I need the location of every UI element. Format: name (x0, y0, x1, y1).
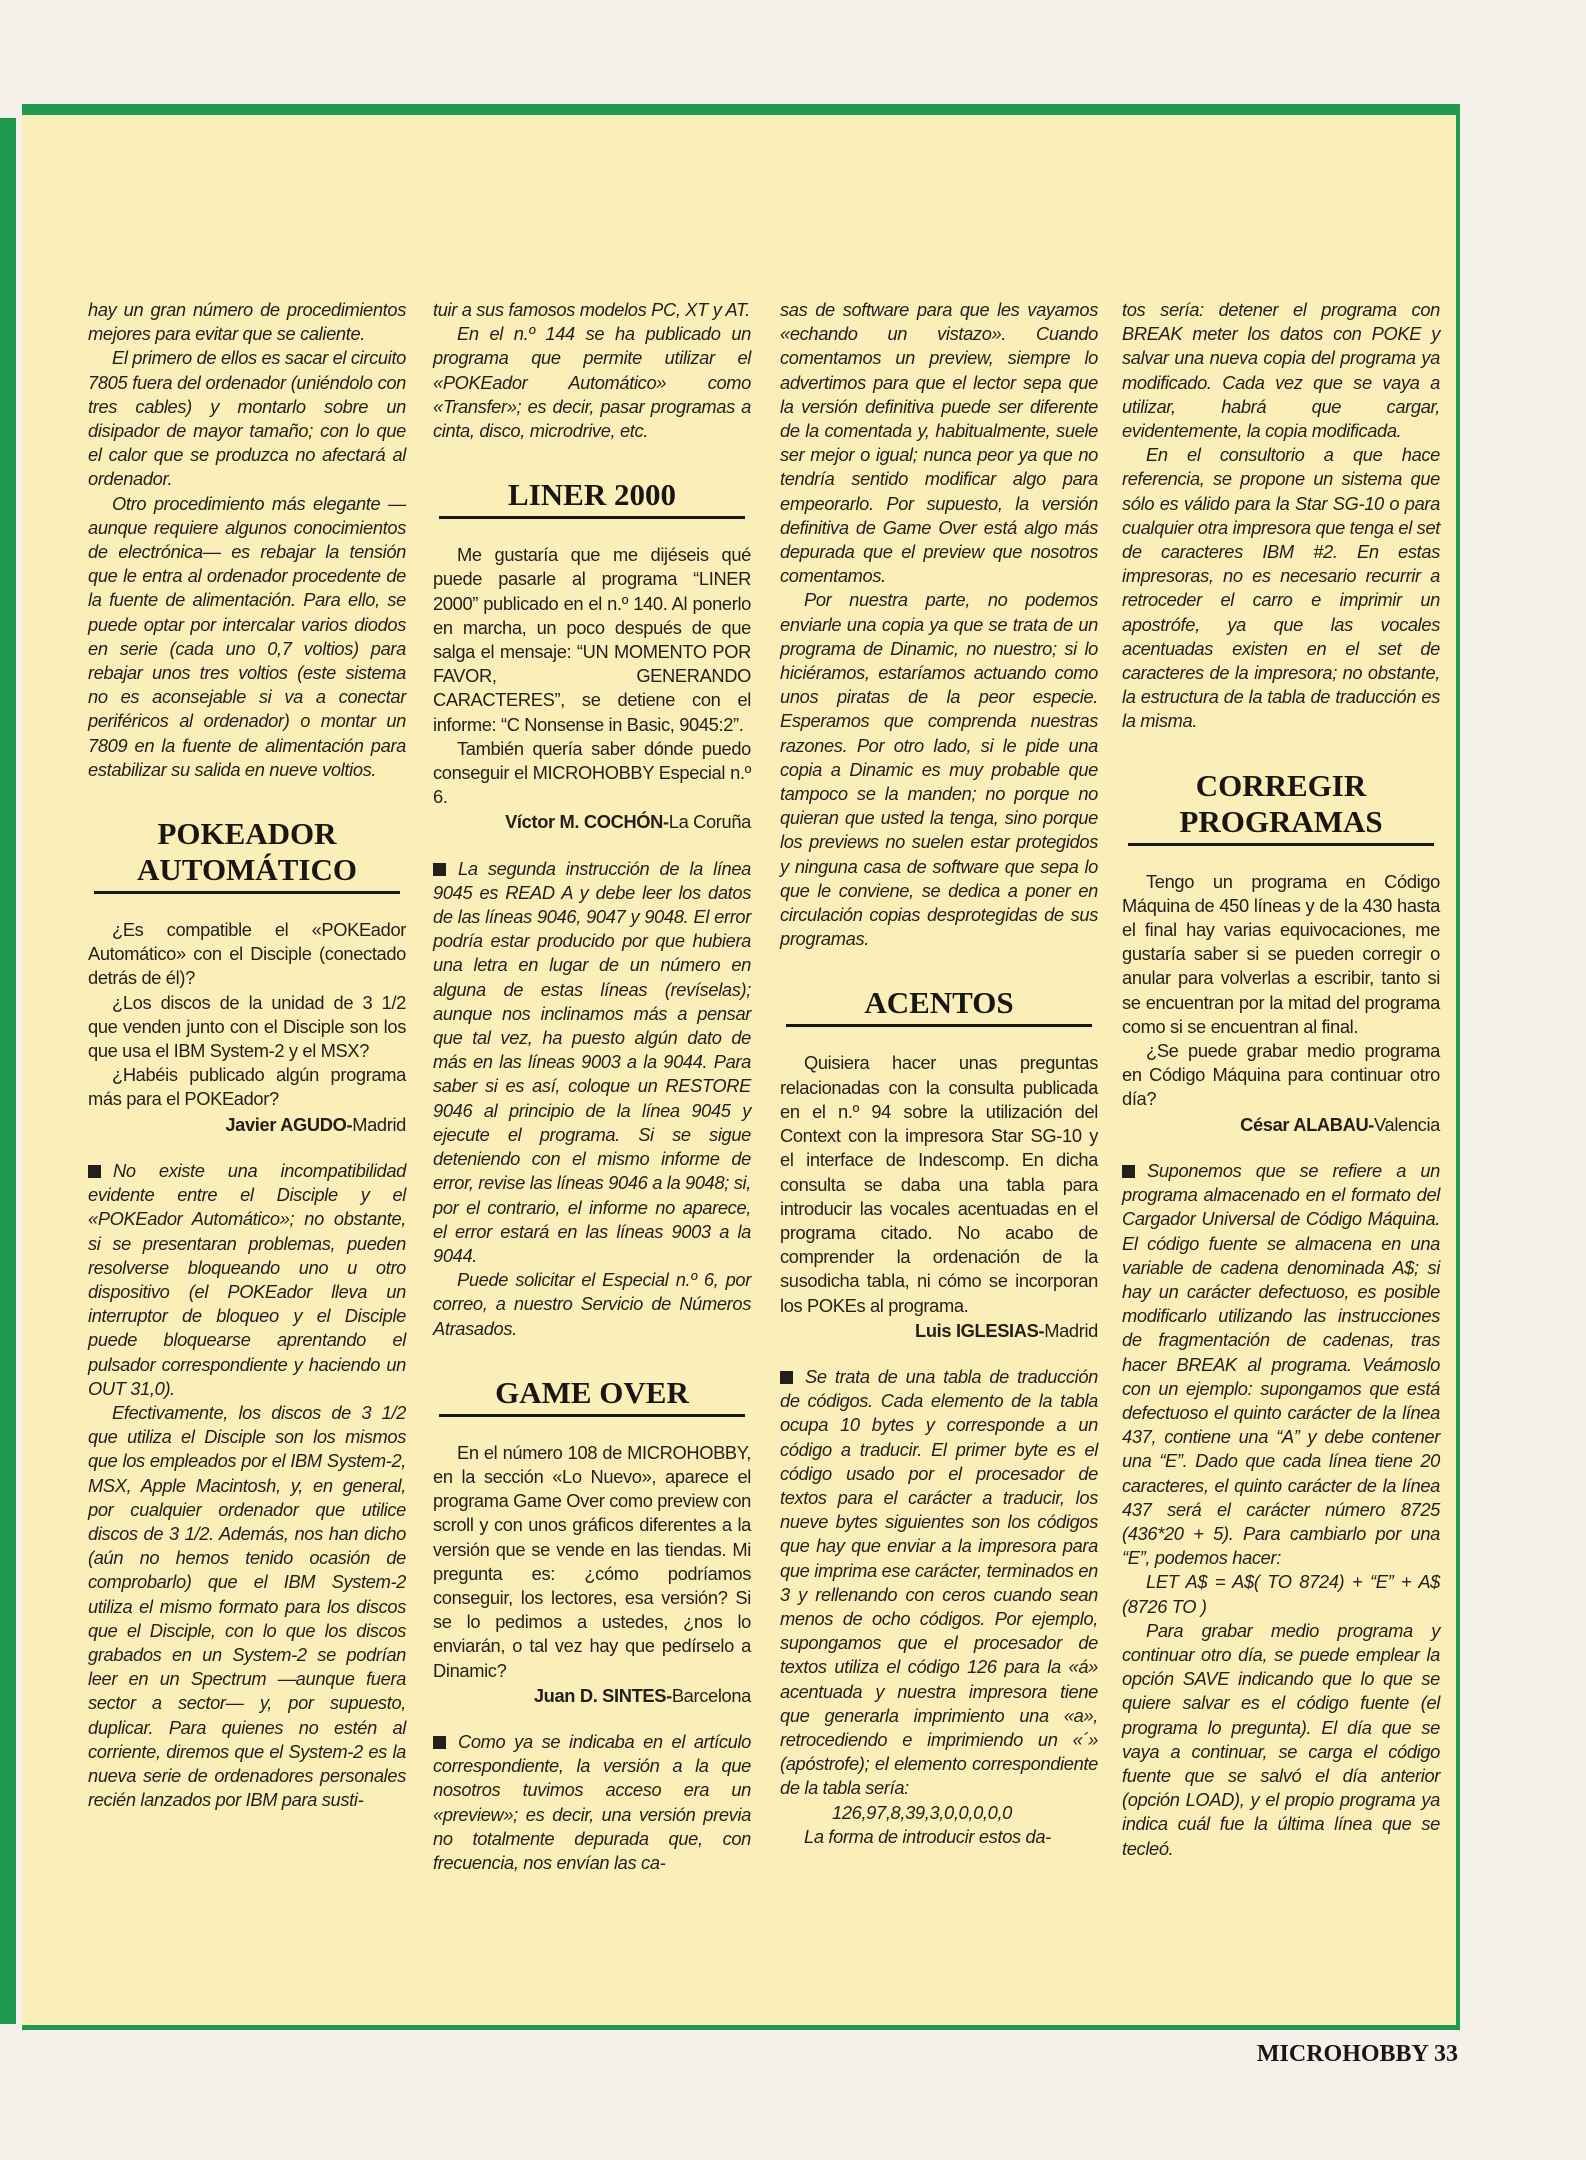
paragraph: El primero de ellos es sacar el circuito 7805 fuera del ordenador (uniéndolo con tres cables) y montarlo sobre un disipador de mayor tamaño; con lo que el calor que se produzca no afectará al ordenador. (88, 347, 406, 490)
paragraph: En el consultorio a que hace referencia, se propone un sistema que sólo es válido para la Star SG-10 o para cualquier otra impresora que tenga el set de caracteres IBM #2. En estas impresoras, no es necesario recurrir a retroceder el carro e imprimir un apostrófe, ya que las vocales acentuadas existen en el set de caracteres de la impresora; no obstante, la estructura de la tabla de traducción es la misma. (1122, 444, 1440, 732)
paragraph: sas de software para que les vayamos «echando un vistazo». Cuando comentamos un preview, siempre lo advertimos para que el lector sepa que la versión definitiva puede ser diferente de la comentada y, habitualmente, suele ser mejor o igual; nunca peor ya que no tendría sentido modificar algo para empeorarlo. Por supuesto, la versión definitiva de Game Over está algo más depurada que el preview que nosotros comentamos. (780, 299, 1098, 587)
answer-square-icon (780, 1371, 793, 1384)
answer-square-icon (88, 1165, 101, 1178)
section-heading-liner: LINER 2000 (439, 477, 745, 519)
paragraph: Por nuestra parte, no podemos enviarle una copia ya que se trata de un programa de Dinamic, no nuestro; si lo hiciéramos, estaríamos actuando como unos piratas de la peor especie. Esperamos que comprenda nuestras razones. Por otro lado, si le pide una copia a Dinamic es muy probable que tampoco se la manden; no porque no quieran que usted la tenga, sino porque los previews no suelen estar protegidos y ninguna casa de software que sepa lo que le conviene, se dedica a poner en circulación copias desprotegidas de sus programas. (780, 589, 1098, 950)
paragraph: hay un gran número de procedimientos mejores para evitar que se caliente. (88, 299, 406, 345)
page-number: 33 (1434, 2041, 1458, 2067)
column-1 (88, 298, 406, 1812)
paragraph: tuir a sus famosos modelos PC, XT y AT. (433, 299, 750, 320)
letter-signature (433, 1684, 751, 1708)
answer-paragraph: Efectivamente, los discos de 3 1/2 que utiliza el Disciple son los mismos que los empleados por el IBM System-2, MSX, Apple Macintosh, y, en general, por cualquier ordenador que utilice discos de 3 1/2. Además, nos han dicho (aún no hemos tenido ocasión de comprobarlo) que el IBM System-2 utiliza el mismo formato para los discos que el Disciple, con lo que los discos grabados en un System-2 se podrían leer en un Spectrum —aunque fuera sector a sector— y, por supuesto, duplicar. Para quienes no estén al corriente, diremos que el System-2 es la nueva serie de ordenadores personales recién lanzados por IBM para susti- (88, 1401, 406, 1811)
paragraph: tos sería: detener el programa con BREAK meter los datos con POKE y salvar una nueva copia del programa ya modificado. Cada vez que se vaya a utilizar, habrá que cargar, evidentemente, la copia modificada. (1122, 299, 1440, 442)
signature-city: Valencia (1374, 1113, 1440, 1135)
answer-square-icon (1122, 1165, 1135, 1178)
letter-signature (433, 810, 751, 834)
paragraph: La forma de introducir estos da- (804, 1825, 1051, 1847)
signature-city: Madrid (1044, 1319, 1098, 1341)
signature-city: Madrid (352, 1113, 406, 1135)
section-heading-corregir: CORREGIR PROGRAMAS (1128, 768, 1434, 846)
answer-paragraph: Suponemos que se refiere a un programa almacenado en el formato del Cargador Universal de Código Máquina. El código fuente se almacena en una variable de cadena denominada A$; si hay un carácter defectuoso, es posible modificarlo utilizando las instrucciones de fragmentación de cadenas, tras hacer BREAK al programa. Veámoslo con un ejemplo: supongamos que está defectuoso el quinto carácter de la línea 437, contiene una “A” y debe contener una “E”. Dado que cada línea tiene 20 caracteres, el quinto carácter de la línea 437 será el carácter número 8725 (436*20 + 5). Para cambiarlo por una “E”, podemos hacer: (1122, 1159, 1440, 1569)
column-3 (780, 298, 1098, 1849)
column-2 (433, 298, 751, 1875)
signature-name: Javier AGUDO- (225, 1113, 353, 1135)
letter-signature (1122, 1113, 1440, 1137)
letter-paragraph: ¿Los discos de la unidad de 3 1/2 que venden junto con el Disciple son los que usa el IBM System-2 y el MSX? (88, 991, 406, 1062)
answer-paragraph: Como ya se indicaba en el artículo correspondiente, la versión a la que nosotros tuvimos acceso era un «preview»; es decir, una versión previa no totalmente depurada que, con frecuencia, nos envían las ca- (433, 1730, 751, 1873)
page-footer (1257, 2041, 1458, 2068)
section-heading-acentos: ACENTOS (786, 985, 1092, 1027)
letter-paragraph: ¿Es compatible el «POKEador Automático» con el Disciple (conectado detrás de él)? (88, 919, 406, 989)
answer-paragraph: Se trata de una tabla de traducción de códigos. Cada elemento de la tabla ocupa 10 bytes y corresponde a un código a traducir. El primer byte es el código usado por el procesador de textos para el carácter a traducir, los nueve bytes siguientes son los códigos que hay que enviar a la impresora para que imprima ese carácter, terminados en 3 y rellenando con ceros cuando sean menos de ocho códigos. Por ejemplo, supongamos que el procesador de textos utiliza el código 126 para la «á» acentuada y nuestra impresora tiene que generarla imprimiento una «a», retrocediendo e imprimiendo un «´» (apóstrofe); el elemento correspondiente de la tabla sería: (780, 1365, 1098, 1799)
code-line: 126,97,8,39,3,0,0,0,0,0 (832, 1801, 1013, 1823)
answer-paragraph: Puede solicitar el Especial n.º 6, por correo, a nuestro Servicio de Números Atrasados. (433, 1269, 751, 1339)
magazine-name: MICROHOBBY (1256, 2041, 1428, 2067)
signature-name: Luis IGLESIAS- (915, 1319, 1045, 1341)
answer-square-icon (433, 1736, 446, 1749)
answer-square-icon (433, 863, 446, 876)
signature-city: Barcelona (671, 1684, 751, 1706)
section-heading-pokeador: POKEADOR AUTOMÁTICO (94, 816, 400, 894)
letter-signature (88, 1113, 406, 1137)
letter-signature (780, 1319, 1098, 1343)
letter-paragraph: Tengo un programa en Código Máquina de 450 líneas y de la 430 hasta el final hay varias equivocaciones, me gustaría saber si se pueden corregir o anular para volverlas a escribir, tanto si se encuentran por la mitad del programa como si se encuentran al final. (1122, 870, 1440, 1037)
column-4 (1122, 298, 1440, 1861)
answer-paragraph: No existe una incompatibilidad evidente entre el Disciple y el «POKEador Automático»; no obstante, si se presentaran problemas, pueden resolverse bloqueando uno u otro dispositivo (el POKEador lleva un interruptor de bloqueo y el Disciple puede bloquearse aprentando el pulsador correspondiente y haciendo un OUT 31,0). (88, 1159, 406, 1399)
signature-name: Juan D. SINTES- (533, 1684, 672, 1706)
paragraph: Para grabar medio programa y continuar otro día, se puede emplear la opción SAVE indicando que lo que se quiere salvar es el código fuente (el programa lo pregunta). El día que se vaya a continuar, se carga el código fuente que se salvó el día anterior (opción LOAD), y el propio programa ya indica cuál fue la última línea que se tecleó. (1122, 1619, 1440, 1859)
section-heading-game-over: GAME OVER (439, 1375, 745, 1417)
answer-paragraph: La segunda instrucción de la línea 9045 es READ A y debe leer los datos de las líneas 9046, 9047 y 9048. El error podría estar producido por que hubiera una letra en lugar de un número en alguna de estas líneas (revíselas); aunque nos inclinamos más a pensar que tal vez, ha puesto algún dato de más en las líneas 9003 a la 9044. Para saber si es así, coloque un RESTORE 9046 al principio de la línea 9045 y ejecute el programa. Si se sigue deteniendo con el mismo informe de error, revise las líneas 9046 a la 9048; si, por el contrario, el informe no aparece, el error estará en las líneas 9003 a la 9044. (433, 857, 751, 1266)
letter-paragraph: También quería saber dónde puedo conseguir el MICROHOBBY Especial n.º 6. (433, 737, 751, 808)
left-green-bar (0, 118, 16, 2024)
paragraph: Otro procedimiento más elegante —aunque requiere algunos conocimientos de electrónica— es rebajar la tensión que le entra al ordenador procedente de la fuente de alimentación. Para ello, se puede optar por intercalar varios diodos en serie (cada uno 0,7 voltios) para rebajar unos tres voltios (este sistema no es aconsejable si va a conectar periféricos al ordenador) o montar un 7809 en la fuente de alimentación para estabilizar su salida en nueve voltios. (88, 492, 406, 780)
signature-city: La Coruña (668, 811, 751, 833)
code-line: LET A$ = A$( TO 8724) + “E” + A$ (8726 TO ) (1122, 1571, 1440, 1617)
signature-name: César ALABAU- (1240, 1113, 1375, 1135)
letter-paragraph: Quisiera hacer unas preguntas relacionadas con la consulta publicada en el n.º 94 sobre la utilización del Context con la impresora Star SG-10 y el interface de Indescomp. En dicha consulta se daba una tabla para introducir las vocales acentuadas en el programa citado. No acabo de comprender la ordenación de la susodicha tabla, ni cómo se incorporan los POKEs al programa. (780, 1052, 1098, 1316)
letter-paragraph: Me gustaría que me dijéseis qué puede pasarle al programa “LINER 2000” publicado en el n.º 140. Al ponerlo en marcha, un poco después de que salga el mensaje: “UN MOMENTO POR FAVOR, GENERANDO CARACTERES”, se detiene con el informe: “C Nonsense in Basic, 9045:2”. (433, 544, 751, 735)
letter-paragraph: ¿Se puede grabar medio programa en Código Máquina para continuar otro día? (1122, 1040, 1440, 1110)
signature-name: Víctor M. COCHÓN- (505, 811, 669, 833)
letter-paragraph: En el número 108 de MICROHOBBY, en la sección «Lo Nuevo», aparece el programa Game Over como preview con scroll y con unos gráficos diferentes a la versión que se vende en las tiendas. Mi pregunta es: ¿cómo podríamos conseguir, los lectores, esa versión? Si se lo pedimos a ustedes, ¿nos lo enviarán, o tal vez hay que pedírselo a Dinamic? (433, 1441, 751, 1681)
paragraph: En el n.º 144 se ha publicado un programa que permite utilizar el «POKEador Automático» como «Transfer»; es decir, pasar programas a cinta, disco, microdrive, etc. (433, 323, 751, 442)
letter-paragraph: ¿Habéis publicado algún programa más para el POKEador? (88, 1064, 406, 1110)
